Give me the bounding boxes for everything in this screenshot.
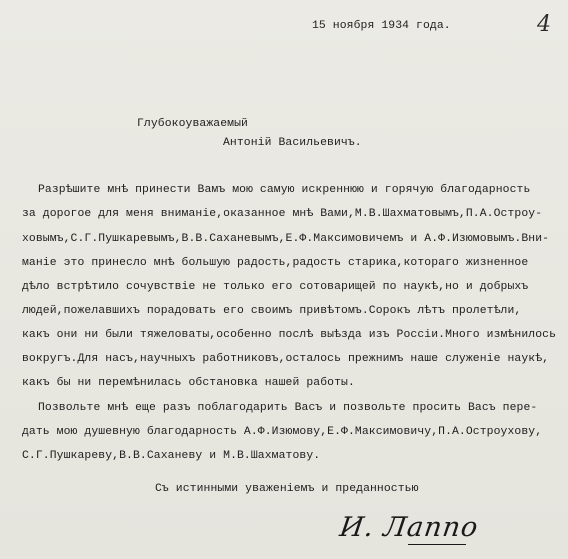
- body-line: дать мою душевную благодарность А.Ф.Изюмову,Е.Ф.Максимовичу,П.А.Остроухову,: [22, 426, 543, 438]
- body-line: дѣло встрѣтило сочувствіе не только его сотоварищей по наукѣ,но и добрыхъ: [22, 281, 529, 293]
- letter-date: 15 ноября 1934 года.: [312, 20, 451, 32]
- body-line: маніе это принесло мнѣ большую радость,радость старика,котораго жизненное: [22, 257, 529, 269]
- salutation-line-1: Глубокоуважаемый: [137, 118, 248, 130]
- signature-underline: [408, 544, 466, 545]
- salutation-line-2: Антоній Васильевичъ.: [223, 137, 362, 149]
- body-line: за дорогое для меня вниманіе,оказанное мнѣ Вами,М.В.Шахматовымъ,П.А.Остроу-: [22, 208, 543, 220]
- body-line: какъ бы ни перемѣнилась обстановка нашей работы.: [22, 377, 355, 389]
- body-line: ховымъ,С.Г.Пушкаревымъ,В.В.Саханевымъ,Е.Ф.Максимовичемъ и А.Ф.Изюмовымъ.Вни-: [22, 233, 550, 245]
- signature: И. Лаппо: [337, 512, 481, 543]
- body-line: вокругъ.Для насъ,научныхъ работниковъ,осталось прежнимъ наше служеніе наукѣ,: [22, 353, 550, 365]
- body-line: Позвольте мнѣ еще разъ поблагодарить Васъ и позвольте просить Васъ пере-: [38, 402, 538, 414]
- body-line: Разрѣшите мнѣ принести Вамъ мою самую искреннюю и горячую благодарность: [38, 184, 531, 196]
- body-line: людей,пожелавшихъ порадовать его своимъ привѣтомъ.Сорокъ лѣтъ пролетѣли,: [22, 305, 522, 317]
- body-line: какъ они ни были тяжеловаты,особенно послѣ выѣзда изъ Россіи.Много измѣнилось: [22, 329, 557, 341]
- page-number-mark: 4: [537, 12, 551, 37]
- body-line: С.Г.Пушкареву,В.В.Саханеву и М.В.Шахматову.: [22, 450, 321, 462]
- closing-line: Съ истинными уваженіемъ и преданностью: [155, 483, 419, 495]
